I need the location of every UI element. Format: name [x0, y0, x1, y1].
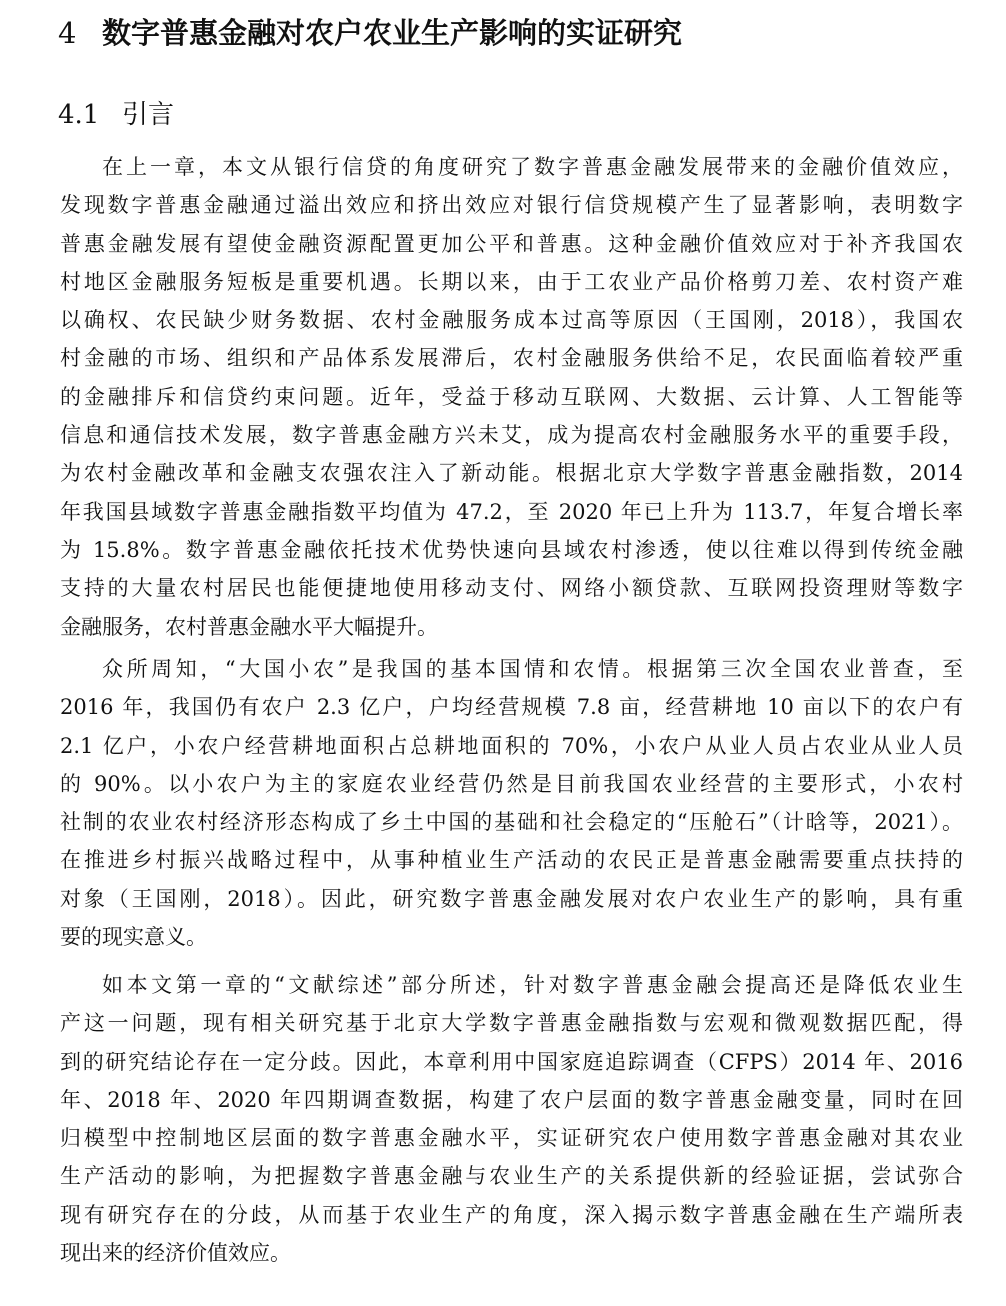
text-line: 村金融的市场、组织和产品体系发展滞后，农村金融服务供给不足，农民面临着较严重 [60, 346, 963, 371]
section-heading [58, 96, 174, 134]
text-line: 为 15.8%。数字普惠金融依托技术优势快速向县域农村渗透，使以往难以得到传统金融 [60, 537, 963, 562]
text-line: 生产活动的影响，为把握数字普惠金融与农业生产的关系提供新的经验证据，尝试弥合 [60, 1164, 963, 1189]
text-line: 支持的大量农村居民也能便捷地使用移动支付、网络小额贷款、互联网投资理财等数字 [60, 576, 963, 601]
text-line: 对象（王国刚，2018）。因此，研究数字普惠金融发展对农户农业生产的影响，具有重 [60, 886, 963, 911]
chapter-title: 数字普惠金融对农户农业生产影响的实证研究 [102, 16, 683, 50]
text-line: 社制的农业农村经济形态构成了乡土中国的基础和社会稳定的“压舱石”（计晗等，2021）。 [60, 810, 963, 835]
text-line: 众所周知，“大国小农”是我国的基本国情和农情。根据第三次全国农业普查，至 [102, 657, 963, 681]
text-line: 普惠金融发展有望使金融资源配置更加公平和普惠。这种金融价值效应对于补齐我国农 [60, 231, 963, 256]
section-title: 引言 [122, 100, 175, 130]
text-line: 2016 年，我国仍有农户 2.3 亿户，户均经营规模 7.8 亩，经营耕地 10 亩以下的农户有 [60, 695, 963, 720]
text-line: 2.1 亿户，小农户经营耕地面积占总耕地面积的 70%，小农户从业人员占农业从业人员 [60, 733, 963, 758]
text-line: 的 90%。以小农户为主的家庭农业经营仍然是目前我国农业经营的主要形式，小农村 [60, 771, 963, 796]
text-line: 金融服务，农村普惠金融水平大幅提升。 [60, 614, 438, 639]
text-line: 要的现实意义。 [60, 925, 207, 950]
text-line: 发现数字普惠金融通过溢出效应和挤出效应对银行信贷规模产生了显著影响，表明数字 [60, 193, 963, 218]
text-line: 以确权、农民缺少财务数据、农村金融服务成本过高等原因（王国刚，2018），我国农 [60, 308, 963, 333]
text-line: 在上一章，本文从银行信贷的角度研究了数字普惠金融发展带来的金融价值效应， [102, 155, 963, 179]
text-line: 年、2018 年、2020 年四期调查数据，构建了农户层面的数字普惠金融变量，同时在回 [60, 1087, 963, 1112]
text-line: 现有研究存在的分歧，从而基于农业生产的角度，深入揭示数字普惠金融在生产端所表 [60, 1202, 963, 1227]
text-line: 信息和通信技术发展，数字普惠金融方兴未艾，成为提高农村金融服务水平的重要手段， [60, 423, 963, 448]
chapter-heading [58, 12, 682, 54]
paragraph-3 [60, 966, 963, 1272]
text-line: 产这一问题，现有相关研究基于北京大学数字普惠金融指数与宏观和微观数据匹配，得 [60, 1011, 963, 1036]
text-line: 归模型中控制地区层面的数字普惠金融水平，实证研究农户使用数字普惠金融对其农业 [60, 1126, 963, 1151]
chapter-number: 4 [58, 16, 77, 50]
text-line: 如本文第一章的“文献综述”部分所述，针对数字普惠金融会提高还是降低农业生 [102, 973, 963, 997]
text-line: 到的研究结论存在一定分歧。因此，本章利用中国家庭追踪调查（CFPS）2014 年、2016 [60, 1049, 963, 1074]
text-line: 村地区金融服务短板是重要机遇。长期以来，由于工农业产品价格剪刀差、农村资产难 [60, 269, 963, 294]
paragraph-2 [60, 650, 963, 956]
text-line: 为农村金融改革和金融支农强农注入了新动能。根据北京大学数字普惠金融指数，2014 [60, 461, 963, 486]
section-number: 4.1 [58, 100, 100, 130]
text-line: 年我国县域数字普惠金融指数平均值为 47.2，至 2020 年已上升为 113.7，年复合增长率 [60, 499, 963, 524]
text-line: 的金融排斥和信贷约束问题。近年，受益于移动互联网、大数据、云计算、人工智能等 [60, 384, 963, 409]
text-line: 现出来的经济价值效应。 [60, 1241, 291, 1266]
text-line: 在推进乡村振兴战略过程中，从事种植业生产活动的农民正是普惠金融需要重点扶持的 [60, 848, 963, 873]
paragraph-1 [60, 148, 963, 646]
